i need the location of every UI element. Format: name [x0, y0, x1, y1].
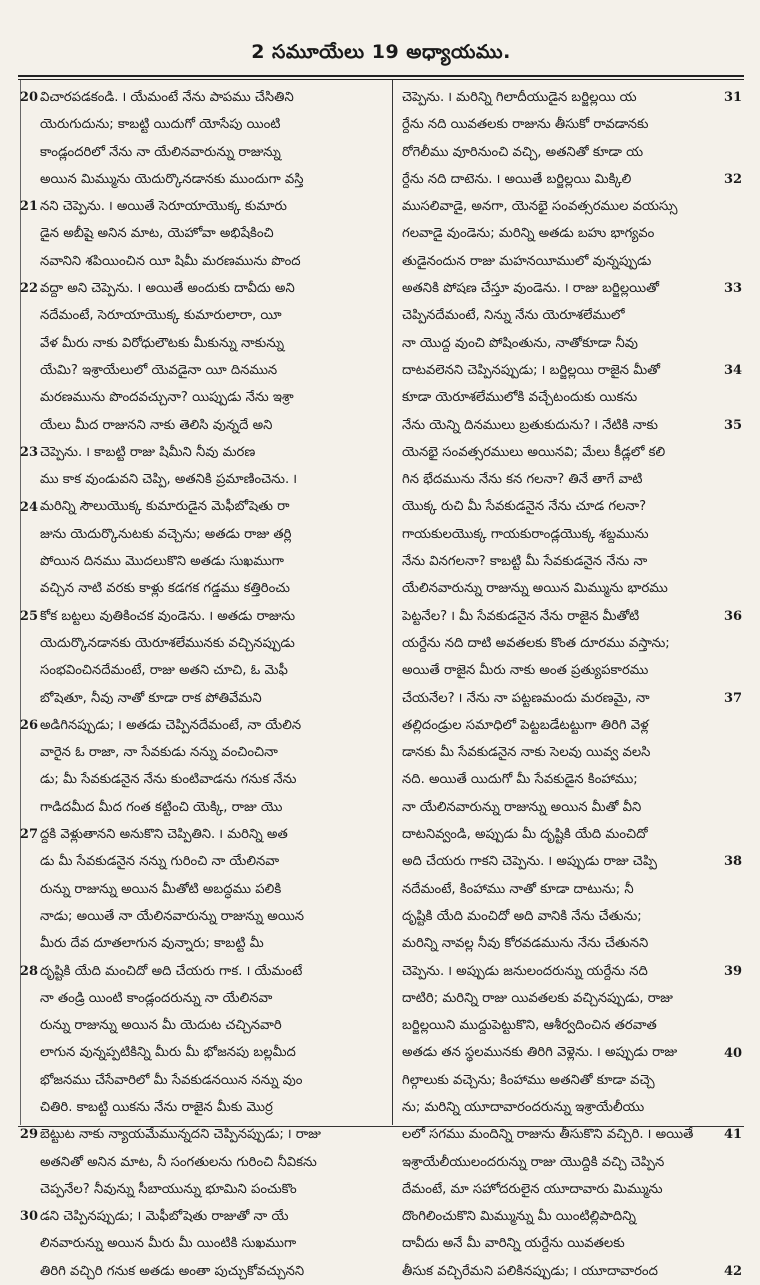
text-line: నాడు; అయితే నా యేలినవారున్ను రాజున్ను అయిన — [40, 908, 305, 924]
verse-number: 33 — [724, 281, 743, 297]
text-line: రున్ను రాజున్ను అయిన మీతోటి అబద్ధము పలికి — [40, 881, 282, 897]
verse-number: 28 — [19, 963, 38, 979]
verse-number: 24 — [19, 499, 38, 515]
text-line: అయితే రాజైన మీరు నాకు అంత ప్రత్యుపకారము — [402, 663, 649, 679]
verse-number: 23 — [19, 444, 38, 460]
text-line: యేమి? ఇశ్రాయేలులో యెవడైనా యీ దినమున — [40, 362, 278, 378]
verse-number: 37 — [724, 690, 743, 706]
text-line: బోషెతూ, నీవు నాతో కూడా రాక పోతివేమని — [40, 690, 262, 706]
text-line: డు మీ సేవకుడనైన నన్ను గురించి నా యేలినవా — [40, 854, 280, 870]
text-line: వారైన ఓ రాజా, నా సేవకుడు నన్ను వంచించినా — [40, 745, 278, 761]
text-line: వేళ మీరు నాకు విరోధులౌటకు మీకున్ను నాకున్ను — [40, 335, 285, 351]
text-line: యేలు మీద రాజునని నాకు తెలిసి వున్నదే అని — [40, 417, 273, 433]
text-line: దాటనివ్వండి, అప్పుడు మీ దృష్టికి యేది మంచిదో — [402, 827, 648, 843]
text-line: దృష్టికి యేది మంచిదో అది వానికి నేను చేతును; — [402, 908, 642, 924]
text-line: లినవారున్ను అయిన మీరు మీ యింటికి సుఖముగా — [40, 1236, 297, 1252]
text-line: బర్జిల్లయిని ముద్దుపెట్టుకొని, ఆశీర్వదించిన తరవాత — [402, 1018, 657, 1034]
text-line: ను; మరిన్ని యూదావారందరున్ను ఇశ్రాయేలీయు — [402, 1099, 645, 1115]
verse-number: 27 — [19, 827, 38, 843]
text-line: గాడిదమీద మీద గంత కట్టించి యెక్కి, రాజు యొ — [40, 799, 283, 815]
text-line: దృష్టికి యేది మంచిదో అది చేయరు గాక. ౹ యేమంటే — [40, 963, 303, 979]
text-line: అది చేయరు గాకని చెప్పెను. ౹ అప్పుడు రాజు చెప్పి — [402, 854, 657, 870]
text-line: నా యేలినవారున్ను రాజున్ను అయిన మీతో వీని — [402, 799, 642, 815]
text-line: నా తండ్రి యింటి కాండ్లందరున్ను నా యేలినవా — [40, 990, 273, 1006]
text-line: చెప్పినదేమంటే, నిన్ను నేను యెరూశలేములో — [402, 308, 625, 324]
text-line: ర్దేను నది దాటెను. ౹ అయితే బర్జిల్లయి మిక్కిలి — [402, 171, 632, 187]
text-line: జును యెదుర్కొనుటకు వచ్చెను; అతడు రాజు తర్లి — [40, 526, 292, 542]
text-line: నవానిని శపియించిన యీ షిమీ మరణమును పొంద — [40, 253, 301, 269]
left-column — [40, 84, 386, 1279]
text-line: డు; మీ సేవకుడనైన నేను కుంటివాడను గనుక నేను — [40, 772, 297, 788]
text-line: కూడా యెరూశలేములోకి వచ్చేటందుకు యికను — [402, 390, 638, 406]
text-line: సంభవించినదేమంటే, రాజు అతని చూచి, ఓ మెఫీ — [40, 663, 288, 679]
text-line: చెప్పనేల? నీవున్ను సీబాయున్ను భూమిని పంచుకొం — [40, 1181, 297, 1197]
text-line: యేలినవారున్ను రాజున్ను అయిన మిమ్మును భారము — [402, 581, 668, 597]
text-line: లలో సగము మందిన్ని రాజును తీసుకొని వచ్చిరి. ౹ అయితే — [402, 1127, 694, 1143]
text-line: గిన భేదమును నేను కన గలనా? తినే తాగే వాటి — [402, 472, 643, 488]
text-line: గలవాడై వుండెను; మరిన్ని అతడు బహు భాగ్యవం — [402, 226, 655, 242]
text-line: రున్ను రాజున్ను అయిన మీ యెదుట చచ్చినవారి — [40, 1018, 282, 1034]
text-line: యర్దేను నది దాటి అవతలకు కొంత దూరము వస్తాను; — [402, 635, 670, 651]
text-line: లాగున వున్నప్పటికిన్ని మీరు మీ భోజనపు బల్లమీద — [40, 1045, 296, 1061]
text-line: అయిన మిమ్మును యెదుర్కొనడానకు ముందుగా వస్తి — [40, 171, 304, 187]
text-line: దేమంటే, మా సహోదరులైన యూదావారు మిమ్మును — [402, 1181, 663, 1197]
text-line: చెప్పెను. ౹ అప్పుడు జనులందరున్ను యర్దేను నది — [402, 963, 648, 979]
text-line: మరిన్ని సౌలుయొక్క కుమారుడైన మెఫీబోషెతు రా — [40, 499, 290, 515]
text-line: పోయిన దినము మొదలుకొని అతడు సుఖముగా — [40, 554, 284, 570]
verse-number: 20 — [19, 90, 38, 105]
text-line: చెప్పెను. ౹ మరిన్ని గిలాదీయుడైన బర్జిల్లయి య — [402, 90, 637, 105]
verse-number: 32 — [724, 171, 743, 187]
text-line: డని చెప్పినప్పుడు; ౹ మెఫీబోషెతు రాజుతో నా యే — [40, 1209, 289, 1225]
text-line: యెరుగుదును; కాబట్టి యిదుగో యోసేపు యింటి — [40, 117, 281, 133]
text-line: ముసలివాడై, అనగా, యెనభై సంవత్సరముల వయస్సు — [402, 199, 678, 215]
text-line: వచ్చిన నాటి వరకు కాళ్లు కడగక గడ్డము కత్తిరించు — [40, 581, 290, 597]
text-line: తుడైనందున రాజు మహనయీములో వున్నప్పుడు — [402, 253, 652, 269]
text-line: నేను యెన్ని దినములు బ్రతుకుదును? ౹ నేటికి నాకు — [402, 417, 658, 433]
verse-number: 31 — [724, 90, 743, 105]
text-line: ద్దకి వెళ్లుతానని అనుకొని చెప్పితిని. ౹ మరిన్ని అత — [40, 827, 288, 843]
text-line: గాయకులయొక్క గాయకురాండ్లయొక్క శబ్దమును — [402, 526, 649, 542]
text-line: నా యొద్ద వుంచి పోషింతును, నాతోకూడా నీవు — [402, 335, 638, 351]
text-line: యొక్క రుచి మీ సేవకుడనైన నేను చూడ గలనా? — [402, 499, 647, 515]
text-line: నదేమంటే, సెరూయాయొక్క కుమారులారా, యీ — [40, 308, 282, 324]
verse-number: 39 — [724, 963, 743, 979]
text-line: దావీదు అనే మీ వారిన్ని యర్దేను యివతలకు — [402, 1236, 625, 1252]
text-line: అతనితో అనిన మాట, నీ సంగతులను గురించి నీవికను — [40, 1154, 317, 1170]
page-title: 2 సమూయేలు 19 అధ్యాయము. — [251, 41, 511, 63]
verse-number: 40 — [724, 1045, 743, 1061]
text-line: యెదుర్కొనడానకు యెరూశలేమునకు వచ్చినప్పుడు — [40, 635, 295, 651]
verse-number: 25 — [19, 608, 38, 624]
text-line: ఇశ్రాయేలీయులందరున్ను రాజు యొద్దికి వచ్చి చెప్పిన — [402, 1154, 665, 1170]
verse-number: 42 — [724, 1263, 743, 1279]
verse-number: 21 — [19, 199, 38, 215]
header-rule-thin — [18, 79, 744, 80]
text-line: దొంగిలించుకొని మిమ్మున్ను మీ యింటిల్లిపాదిన్ని — [402, 1209, 636, 1225]
text-line: నని చెప్పెను. ౹ అయితే సెరూయాయొక్క కుమారు — [40, 199, 287, 215]
text-line: పెట్టనేల? ౹ మీ సేవకుడనైన నేను రాజైన మీతోటి — [402, 608, 640, 624]
text-line: మీరు దేవ దూతలాగున వున్నారు; కాబట్టి మీ — [40, 936, 264, 952]
verse-number: 38 — [724, 854, 743, 870]
header-rule — [18, 75, 744, 77]
text-line: అతనికి పోషణ చేస్తూ వుండెను. ౹ రాజు బర్జిల్లయితో — [402, 281, 660, 297]
text-line: తీసుక వచ్చిరేమని పలికినప్పుడు; ౹ యూదావారంద — [402, 1263, 658, 1279]
text-line: నది. అయితే యిదుగో మీ సేవకుడైన కింహాము; — [402, 772, 638, 788]
verse-number: 34 — [724, 363, 743, 378]
text-line: డానకు మీ సేవకుడనైన నాకు సెలవు యివ్వ వలసి — [402, 745, 651, 761]
text-line: చేయనేల? ౹ నేను నా పట్టణమందు మరణమై, నా — [402, 690, 650, 706]
column-divider — [392, 80, 393, 1125]
text-line: నదేమంటే, కింహాము నాతో కూడా దాటును; నీ — [402, 881, 634, 897]
text-line: తల్లిదండ్రుల సమాధిలో పెట్టబడేటట్టుగా తిరిగి వెళ్ల — [402, 717, 649, 733]
verse-number: 35 — [724, 417, 743, 433]
verse-number: 41 — [724, 1127, 743, 1143]
text-line: బెట్టుట నాకు న్యాయమేమున్నదని చెప్పినప్పుడు; ౹ రాజు — [40, 1127, 321, 1143]
text-line: దాటవలెనని చెప్పినప్పుడు; ౹ బర్జిల్లయి రాజైన మీతో — [402, 362, 661, 378]
text-line: మరిన్ని నావల్ల నీవు కోరవడమును నేను చేతునని — [402, 936, 649, 952]
text-line: కాండ్లందరిలో నేను నా యేలినవారున్ను రాజున్ను — [40, 144, 281, 160]
text-line: దాటిరి; మరిన్ని రాజు యివతలకు వచ్చినప్పుడు, రాజు — [402, 990, 673, 1006]
text-line: ము కాక వుండువని చెప్పి, అతనికి ప్రమాణించెను. ౹ — [40, 472, 297, 488]
text-line: డైన అబీషై అనిన మాట, యెహోవా అభిషేకించి — [40, 226, 274, 242]
verse-number: 29 — [19, 1127, 38, 1143]
text-line: నేను వినగలనా? కాబట్టి మీ సేవకుడనైన నేను నా — [402, 554, 648, 570]
verse-number: 36 — [724, 608, 743, 624]
text-line: చెప్పెను. ౹ కాబట్టి రాజు షిమీని నీవు మరణ — [40, 444, 256, 460]
text-line: యెనభై సంవత్సరములు అయినవి; మేలు కీడ్లలో కలి — [402, 444, 666, 460]
text-line: చితిరి. కాబట్టి యికను నేను రాజైన మీకు మొర్ర — [40, 1099, 273, 1115]
text-line: తిరిగి వచ్చిరి గనుక అతడు అంతా పుచ్చుకోవచ్చునని — [40, 1263, 305, 1279]
text-line: వద్దా అని చెప్పెను. ౹ అయితే అందుకు దావీదు అని — [40, 281, 295, 297]
text-line: రోగెలీము వూరినుంచి వచ్చి, అతనితో కూడా య — [402, 144, 644, 160]
text-line: భోజనము చేసేవారిలో మీ సేవకుడనయిన నన్ను వుం — [40, 1072, 303, 1088]
verse-number: 26 — [19, 717, 38, 733]
text-line: మరణమును పొందవచ్చునా? యిప్పుడు నేను ఇశ్రా — [40, 390, 294, 406]
text-line: అతడు తన స్థలమునకు తిరిగి వెళ్లెను. ౹ అప్పుడు రాజు — [402, 1045, 678, 1061]
text-line: గిల్గాలుకు వచ్చెను; కింహాము అతనితో కూడా వచ్చె — [402, 1072, 655, 1088]
text-line: అడిగినప్పుడు; ౹ అతడు చెప్పినదేమంటే, నా యేలిన — [40, 717, 302, 733]
text-line: ర్దేను నది యివతలకు రాజును తీసుకో రావడానకు — [402, 117, 649, 133]
text-line: కోక బట్టలు వుతికించక వుండెను. ౹ అతడు రాజును — [40, 608, 296, 624]
verse-number: 22 — [19, 281, 38, 297]
text-line: విచారపడకండి. ౹ యేమంటే నేను పాపము చేసితిని — [40, 90, 294, 105]
right-column — [402, 84, 720, 1279]
verse-number: 30 — [19, 1209, 38, 1225]
